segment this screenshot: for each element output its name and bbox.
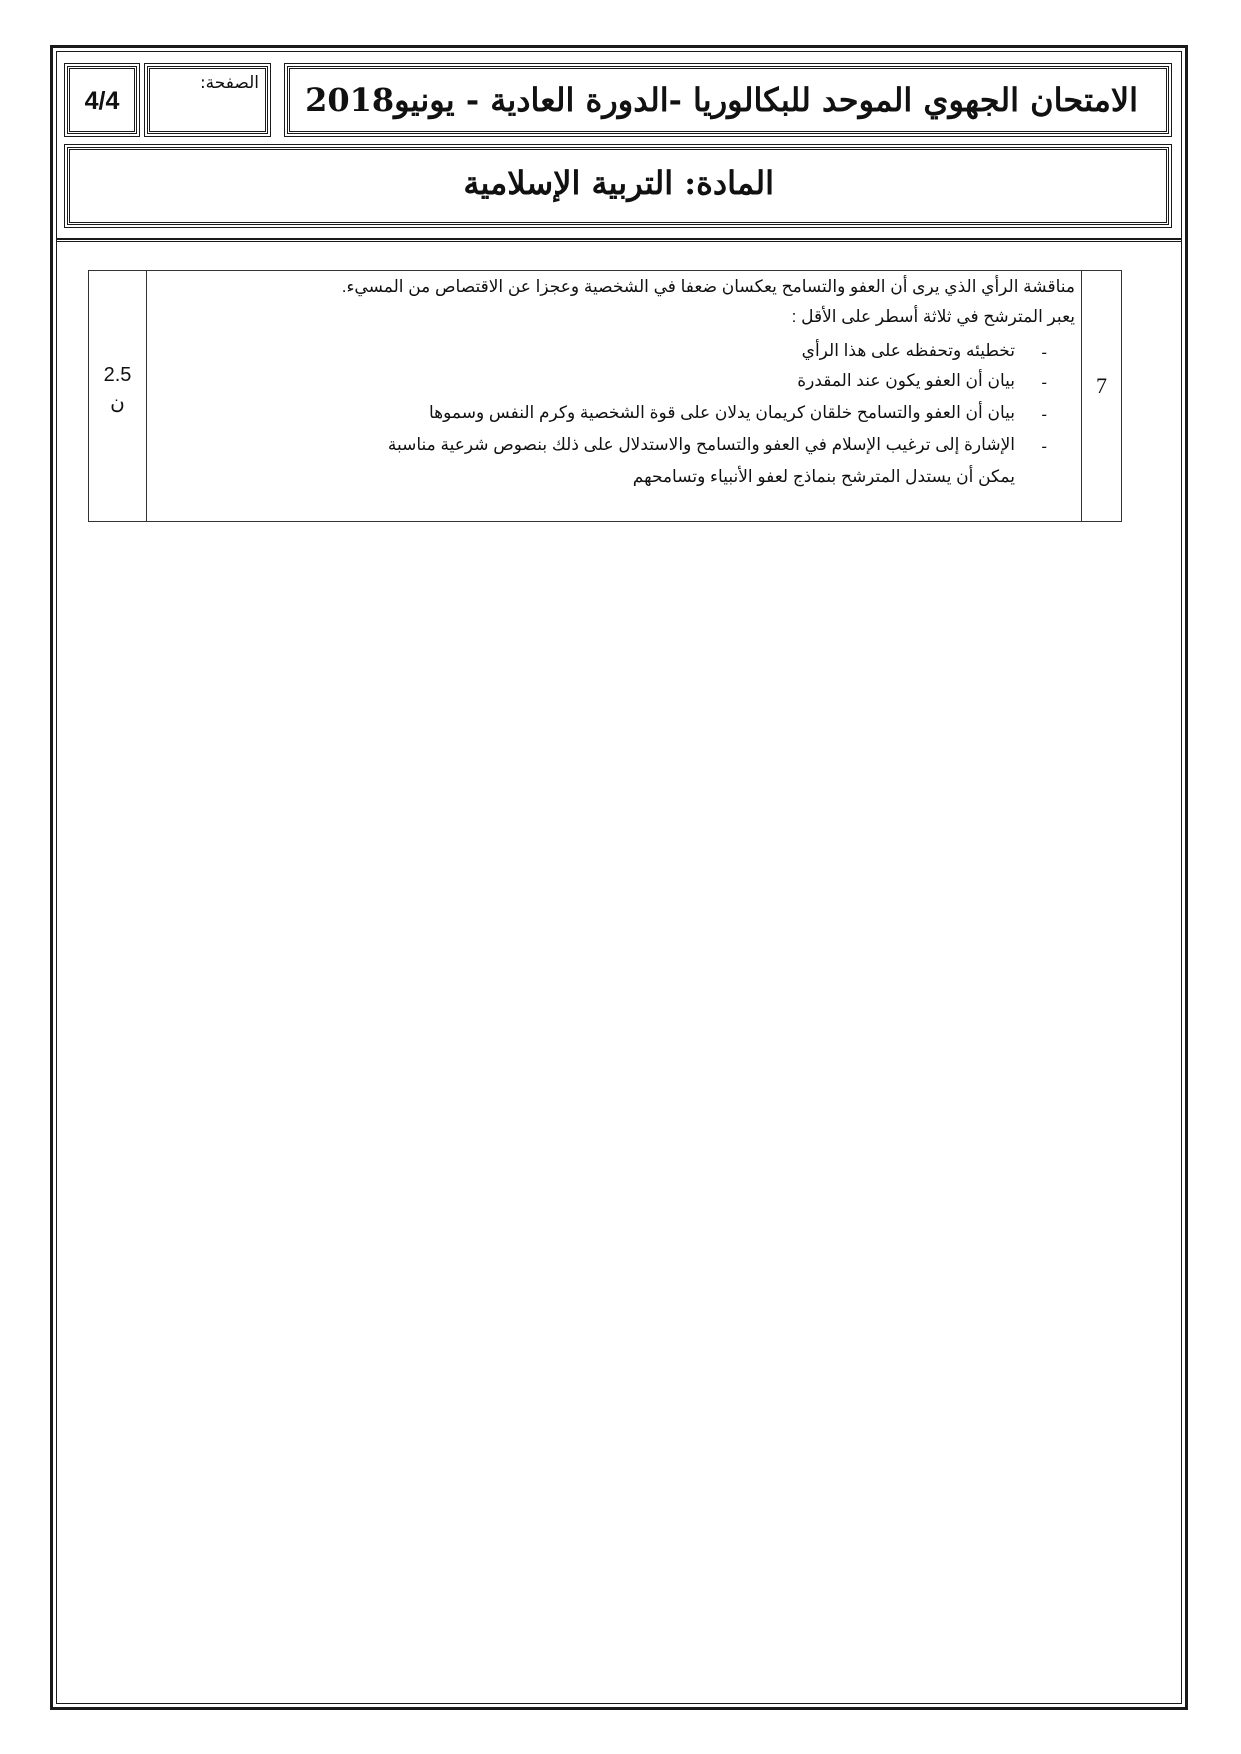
bullet-marker: -: [1041, 405, 1047, 424]
list-item: بيان أن العفو يكون عند المقدرة: [797, 371, 1015, 390]
exam-title-box: [287, 66, 1169, 134]
page-number: 4/4: [84, 87, 120, 115]
points-value: 2.5: [103, 364, 132, 386]
bullet-marker: -: [1041, 343, 1047, 362]
points-cell: [89, 271, 147, 521]
question-note: يمكن أن يستدل المترشح بنماذج لعفو الأنبياء وتسامحهم: [632, 467, 1015, 486]
page-label-box: [147, 66, 268, 134]
question-intro: مناقشة الرأي الذي يرى أن العفو والتسامح يعكسان ضعفا في الشخصية وعجزا عن الاقتصاص من المسيء.: [341, 277, 1075, 296]
list-item: بيان أن العفو والتسامح خلقان كريمان يدلان على قوة الشخصية وكرم النفس وسموها: [428, 403, 1015, 422]
bullet-marker: -: [1041, 437, 1047, 456]
points-unit: ن: [110, 392, 125, 414]
bullet-marker: -: [1041, 373, 1047, 392]
question-number-cell: [1081, 271, 1121, 521]
list-item: تخطيئه وتحفظه على هذا الرأي: [801, 341, 1015, 360]
points: [89, 361, 146, 417]
question-table: [88, 270, 1122, 522]
subject-box: [67, 147, 1169, 225]
page-label: الصفحة:: [199, 73, 259, 93]
header-divider: [56, 238, 1182, 242]
question-instruction: يعبر المترشح في ثلاثة أسطر على الأقل :: [791, 307, 1075, 326]
list-item: الإشارة إلى ترغيب الإسلام في العفو والتسامح والاستدلال على ذلك بنصوص شرعية مناسبة: [387, 435, 1015, 454]
subject-title: المادة: التربية الإسلامية: [463, 164, 774, 202]
answer-guide-cell: [147, 271, 1081, 521]
page-number-box: [67, 66, 137, 134]
question-number: 7: [1096, 373, 1107, 398]
exam-title: الامتحان الجهوي الموحد للبكالوريا -الدورة العادية - يونيو2018: [305, 81, 1138, 119]
